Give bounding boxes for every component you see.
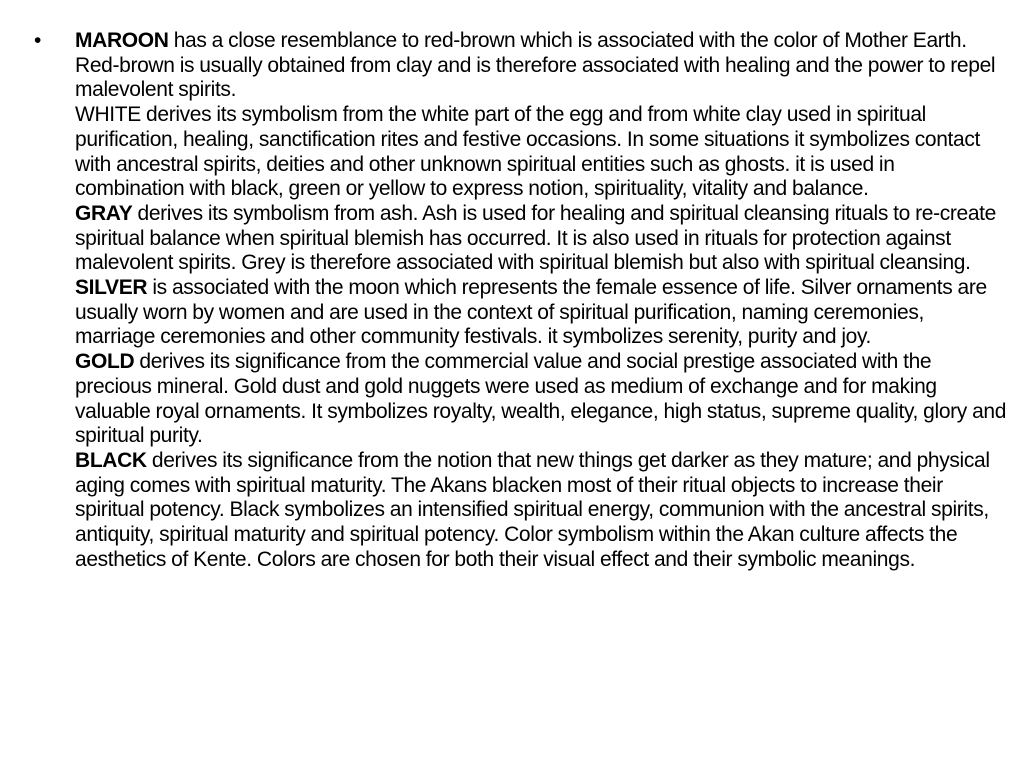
description-silver: is associated with the moon which represents the female essence of life. Silver ornaments are usually worn by women and are used in the context of spiritual purification, naming ceremonies, marriage ceremonies and other community festivals. it symbolizes serenity, purity and joy. bbox=[75, 276, 987, 349]
bullet-icon: • bbox=[34, 29, 42, 52]
description-black: derives its significance from the notion that new things get darker as they mature; and physical aging comes with spiritual maturity. The Akans blacken most of their ritual objects to increase their spiritual potency. Black symbolizes an intensified spiritual energy, communion with the ancestral spirits, antiquity, spiritual maturity and spiritual potency. Color symbolism within the Akan culture affects the aesthetics of Kente. Colors are chosen for both their visual effect and their symbolic meanings. bbox=[75, 448, 990, 571]
term-silver: SILVER bbox=[75, 276, 148, 300]
description-gold: derives its significance from the commercial value and social prestige associated with the precious mineral. Gold dust and gold nuggets were used as medium of exchange and for making valuable royal ornaments. It symbolizes royalty, wealth, elegance, high status, supreme quality, glory and spiritual purity. bbox=[75, 350, 1007, 448]
paragraph-maroon bbox=[75, 29, 1007, 103]
term-gold: GOLD bbox=[75, 350, 135, 374]
paragraph-black bbox=[75, 449, 1007, 573]
description-white: WHITE derives its symbolism from the white part of the egg and from white clay used in spiritual purification, healing, sanctification rites and festive occasions. In some situations it symbolizes contact with ancestral spirits, deities and other unknown spiritual entities such as ghosts. it is used in combination with black, green or yellow to express notion, spirituality, vitality and balance. bbox=[75, 103, 980, 201]
term-maroon: MAROON bbox=[75, 29, 169, 52]
paragraph-silver bbox=[75, 276, 1007, 350]
paragraph-gold bbox=[75, 350, 1007, 449]
paragraph-white bbox=[75, 103, 1007, 202]
description-gray: derives its symbolism from ash. Ash is used for healing and spiritual cleansing rituals to re-create spiritual balance when spiritual blemish has occurred. It is also used in rituals for protection against malevolent spirits. Grey is therefore associated with spiritual blemish but also with spiritual cleansing. bbox=[75, 201, 996, 275]
term-black: BLACK bbox=[75, 448, 147, 472]
color-symbolism-text bbox=[75, 29, 1007, 572]
term-gray: GRAY bbox=[75, 201, 133, 225]
description-maroon: has a close resemblance to red-brown which is associated with the color of Mother Earth. Red-brown is usually obtained from clay and is therefore associated with healing and the power to repel malevolent spirits. bbox=[75, 29, 996, 102]
paragraph-gray bbox=[75, 202, 1007, 276]
